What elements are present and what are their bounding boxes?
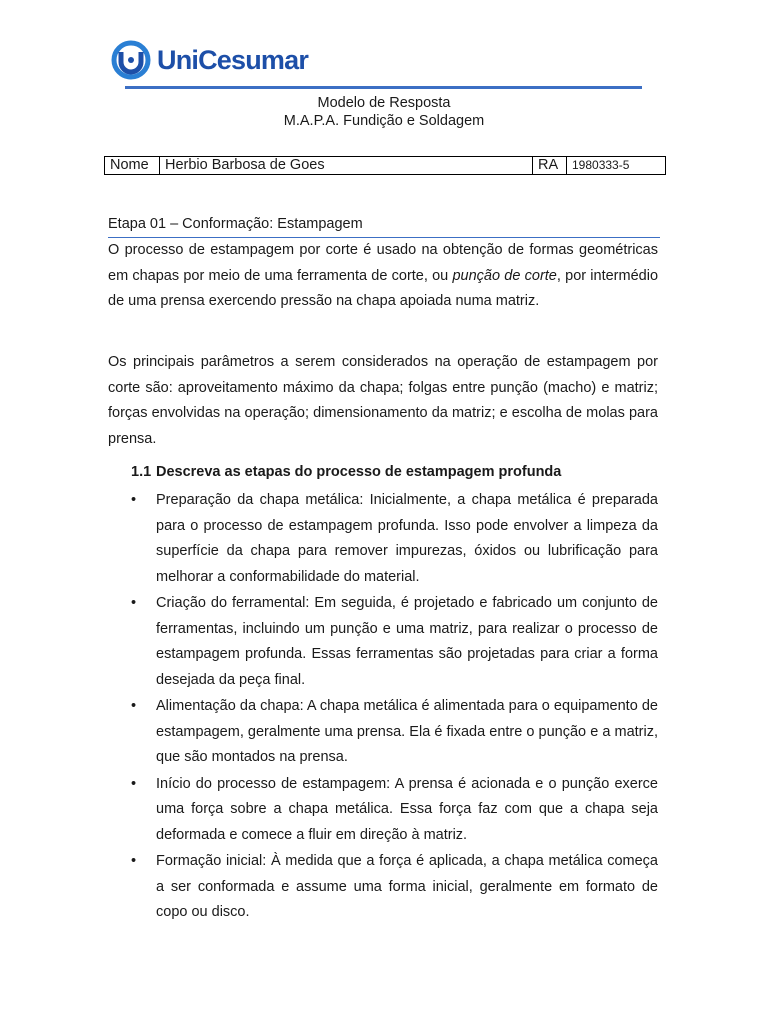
paragraph-2: Os principais parâmetros a serem considerados na operação de estampagem por corte são: aproveitamento máximo da chapa; folgas entre punção (macho) e matriz; forças envolvidas na operação; dimensionamento da matriz; e escolha de molas para prensa.: [108, 354, 658, 447]
section-title: Etapa 01 – Conformação: Estampagem: [108, 215, 660, 238]
paragraph-1: O processo de estampagem por corte é usado na obtenção de formas geométricas em chapas por meio de uma ferramenta de corte, ou punção de corte, por intermédio de uma prensa exercendo pressão na chapa apoiada numa matriz.: [108, 242, 659, 309]
ra-value: 1980333-5: [567, 157, 666, 175]
question-heading: [131, 462, 561, 482]
steps-list: [131, 488, 658, 927]
unicesumar-logo: [111, 40, 308, 80]
question-number: 1.1: [131, 464, 152, 480]
bullet-icon: •: [131, 698, 137, 714]
bullet-icon: •: [131, 492, 137, 508]
list-item: • Criação do ferramental: Em seguida, é projetado e fabricado um conjunto de ferramentas, incluindo um punção e uma matriz, para realizar o processo de estampagem profunda. Essas ferramentas são projetadas para criar a forma desejada da peça final.: [131, 591, 658, 693]
question-text: Descreva as etapas do processo de estampagem profunda: [156, 464, 562, 480]
bullet-icon: •: [131, 775, 137, 792]
doc-title-line1: Modelo de Resposta: [317, 95, 451, 111]
name-value: Herbio Barbosa de Goes: [160, 157, 533, 175]
doc-title-line2: M.A.P.A. Fundição e Soldagem: [283, 113, 485, 129]
bullet-icon: •: [131, 853, 137, 869]
list-item: • Início do processo de estampagem: A prensa é acionada e o punção exerce uma força sobre a chapa metálica. Essa força faz com que a chapa seja deformada e comece a fluir em direção à matriz.: [131, 772, 658, 849]
header-divider: [125, 86, 642, 89]
list-item: • Alimentação da chapa: A chapa metálica é alimentada para o equipamento de estampagem, geralmente uma prensa. Ela é fixada entre o punção e a matriz, que são montados na prensa.: [131, 694, 658, 771]
logo-wordmark: UniCesumar: [157, 45, 309, 75]
bullet-icon: •: [131, 595, 137, 611]
list-item: • Formação inicial: À medida que a força é aplicada, a chapa metálica começa a ser conformada e assume uma forma inicial, geralmente em formato de copo ou disco.: [131, 849, 658, 926]
ra-label: RA: [533, 157, 567, 175]
unicesumar-emblem-icon: [111, 40, 151, 80]
list-item: • Preparação da chapa metálica: Inicialmente, a chapa metálica é preparada para o processo de estampagem profunda. Isso pode envolver a limpeza da superfície da chapa para remover impurezas, óxidos ou lubrificação para melhorar a conformabilidade do material.: [131, 488, 658, 590]
name-label: Nome: [105, 157, 160, 175]
identification-table: [104, 156, 666, 175]
